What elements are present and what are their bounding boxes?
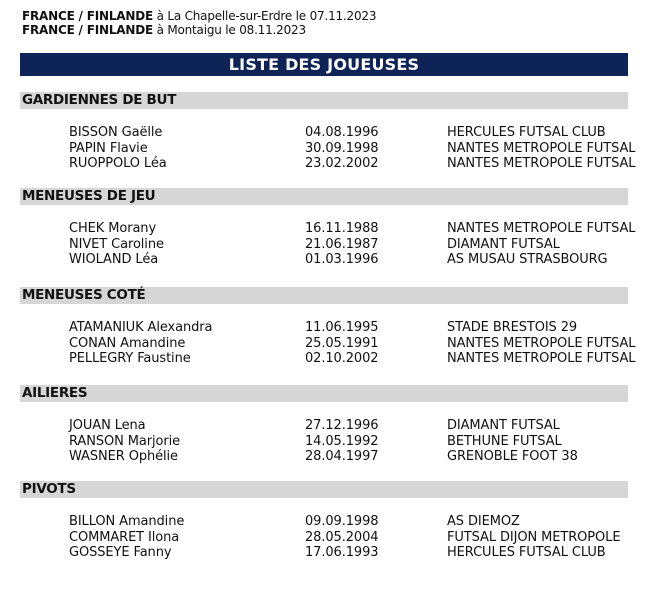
- player-club: NANTES METROPOLE FUTSAL: [447, 335, 636, 351]
- player-name: PELLEGRY Faustine: [69, 351, 191, 366]
- section-header: AILIERES: [20, 385, 628, 402]
- player-row: [20, 125, 628, 141]
- player-name: NIVET Caroline: [69, 236, 164, 252]
- player-name: COMMARET Ilona: [69, 529, 180, 545]
- section-gardiennes: [20, 92, 636, 172]
- player-row: [20, 418, 628, 434]
- player-row: [20, 449, 628, 465]
- player-dob: 21.06.1987: [305, 236, 379, 252]
- player-dob: 09.09.1998: [305, 514, 379, 529]
- page-title: LISTE DES JOUEUSES: [20, 53, 628, 76]
- player-row: [20, 140, 636, 157]
- player-name: WASNER Ophélie: [69, 449, 178, 464]
- player-club: DIAMANT FUTSAL: [447, 418, 560, 433]
- player-name: RANSON Marjorie: [69, 433, 181, 449]
- player-row: [20, 545, 628, 561]
- player-dob: 04.08.1996: [305, 125, 379, 140]
- section-header: PIVOTS: [20, 481, 628, 498]
- player-dob: 01.03.1996: [305, 252, 379, 267]
- player-dob: 02.10.2002: [305, 351, 379, 366]
- player-dob: 16.11.1988: [305, 221, 379, 236]
- match-teams: FRANCE / FINLANDE: [22, 9, 153, 23]
- player-name: CHEK Morany: [69, 221, 157, 236]
- player-name: BISSON Gaëlle: [69, 125, 163, 140]
- player-club: HERCULES FUTSAL CLUB: [447, 125, 606, 140]
- player-dob: 28.04.1997: [305, 449, 379, 464]
- player-club: AS MUSAU STRASBOURG: [447, 252, 608, 267]
- player-club: NANTES METROPOLE FUTSAL: [447, 221, 636, 236]
- player-row: [20, 252, 628, 268]
- player-name: BILLON Amandine: [69, 514, 185, 529]
- player-row: [20, 156, 636, 172]
- player-name: GOSSEYE Fanny: [69, 545, 172, 560]
- player-name: PAPIN Flavie: [69, 140, 148, 156]
- match-venue: à Montaigu le 08.11.2023: [152, 23, 306, 37]
- player-row: [20, 514, 628, 530]
- match-venue: à La Chapelle-sur-Erdre le 07.11.2023: [152, 9, 377, 23]
- section-header: GARDIENNES DE BUT: [20, 92, 628, 109]
- player-dob: 25.05.1991: [305, 335, 379, 351]
- player-club: BETHUNE FUTSAL: [447, 433, 562, 449]
- player-list: [20, 514, 628, 561]
- player-club: NANTES METROPOLE FUTSAL: [447, 156, 636, 171]
- player-dob: 23.02.2002: [305, 156, 379, 171]
- player-dob: 27.12.1996: [305, 418, 379, 433]
- player-name: JOUAN Lena: [69, 418, 146, 433]
- player-row: [20, 320, 628, 336]
- player-club: STADE BRESTOIS 29: [447, 320, 578, 335]
- player-dob: 11.06.1995: [305, 320, 379, 335]
- player-list: [20, 418, 628, 465]
- player-row: [20, 335, 636, 352]
- player-name: RUOPPOLO Léa: [69, 156, 167, 171]
- player-club: GRENOBLE FOOT 38: [447, 449, 578, 464]
- player-dob: 28.05.2004: [305, 529, 379, 545]
- player-name: CONAN Amandine: [69, 335, 186, 351]
- player-row: [20, 221, 636, 237]
- player-club: NANTES METROPOLE FUTSAL: [447, 351, 636, 366]
- section-ailieres: [20, 385, 628, 465]
- match-line-1: [22, 9, 376, 23]
- player-dob: 14.05.1992: [305, 433, 379, 449]
- section-meneuses-cote: [20, 287, 636, 367]
- player-club: NANTES METROPOLE FUTSAL: [447, 140, 636, 156]
- player-name: WIOLAND Léa: [69, 252, 159, 267]
- player-row: [20, 530, 628, 546]
- match-info: [22, 9, 376, 37]
- player-club: FUTSAL DIJON METROPOLE: [447, 529, 621, 545]
- section-header: MENEUSES DE JEU: [20, 188, 628, 205]
- match-teams: FRANCE / FINLANDE: [22, 23, 153, 37]
- player-club: HERCULES FUTSAL CLUB: [447, 545, 606, 560]
- player-list: [20, 125, 636, 172]
- player-club: AS DIEMOZ: [447, 514, 520, 529]
- player-row: [20, 434, 628, 450]
- player-name: ATAMANIUK Alexandra: [69, 320, 213, 335]
- player-list: [20, 221, 636, 268]
- player-dob: 30.09.1998: [305, 140, 379, 156]
- player-list: [20, 320, 636, 367]
- section-header: MENEUSES COTÉ: [20, 287, 628, 304]
- player-row: [20, 237, 628, 253]
- section-pivots: [20, 481, 628, 561]
- player-row: [20, 351, 636, 367]
- section-meneuses-de-jeu: [20, 188, 636, 268]
- player-dob: 17.06.1993: [305, 545, 379, 560]
- match-line-2: [22, 23, 376, 37]
- player-club: DIAMANT FUTSAL: [447, 236, 560, 252]
